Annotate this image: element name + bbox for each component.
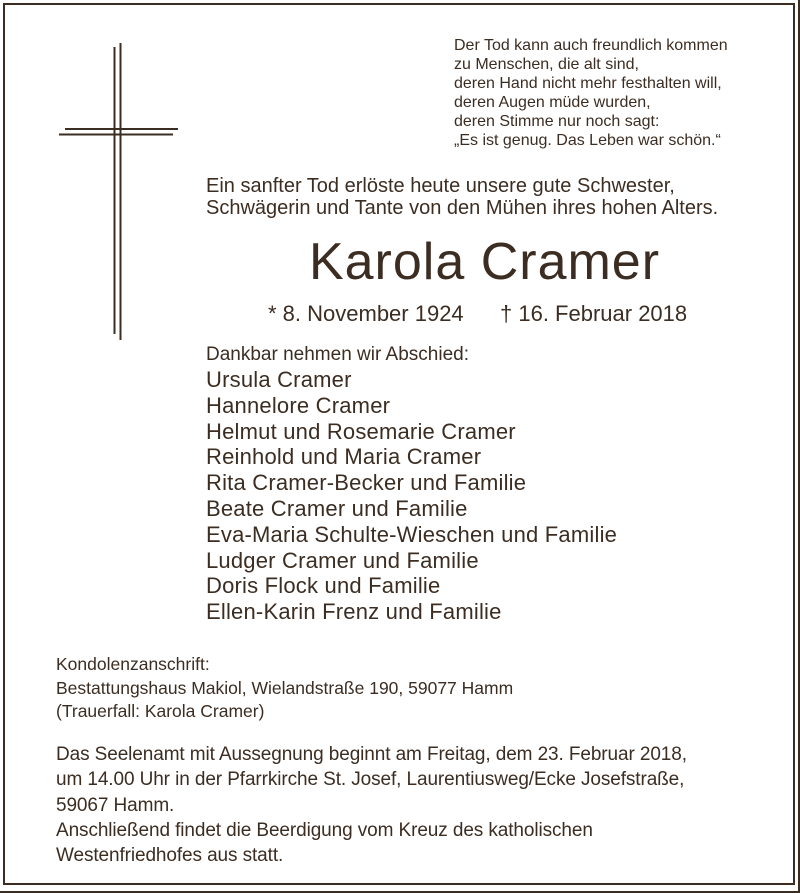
condolence-address — [56, 653, 513, 724]
mourner-name: Doris Flock und Familie — [206, 573, 441, 599]
mourner-name: Helmut und Rosemarie Cramer — [206, 418, 516, 444]
birth-date: * 8. November 1924 — [268, 301, 464, 326]
intro-line: Schwägerin und Tante von den Mühen ihres hohen Alters. — [206, 196, 719, 219]
farewell-heading: Dankbar nehmen wir Abschied: — [206, 344, 469, 365]
mourners-list — [206, 367, 617, 625]
service-info — [56, 742, 687, 868]
condolence-line: Kondolenzanschrift: — [56, 654, 210, 674]
mourner-name: Eva-Maria Schulte-Wieschen und Familie — [206, 521, 618, 547]
intro-line: Ein sanfter Tod erlöste heute unsere gute Schwester, — [206, 175, 675, 197]
verse-line: deren Hand nicht mehr festhalten will, — [454, 75, 722, 92]
verse-line: zu Menschen, die alt sind, — [454, 56, 639, 73]
mourner-name: Ursula Cramer — [206, 367, 352, 392]
death-date: † 16. Februar 2018 — [500, 301, 688, 326]
service-line: 59067 Hamm. — [56, 794, 175, 816]
service-line: Anschließend findet die Beerdigung vom Kreuz des katholischen — [56, 819, 593, 841]
verse-line: deren Augen müde wurden, — [454, 94, 651, 111]
service-line: Das Seelenamt mit Aussegnung beginnt am Freitag, dem 23. Februar 2018, — [56, 744, 687, 765]
condolence-line: (Trauerfall: Karola Cramer) — [56, 701, 265, 721]
mourner-name: Rita Cramer-Becker und Familie — [206, 470, 527, 496]
condolence-line: Bestattungshaus Makiol, Wielandstraße 190, 59077 Hamm — [56, 677, 514, 698]
verse-line: deren Stimme nur noch sagt: — [454, 113, 660, 130]
verse-line: „Es ist genug. Das Leben war schön.“ — [454, 132, 721, 149]
verse-line: Der Tod kann auch freundlich kommen — [454, 37, 728, 54]
mourner-name: Ludger Cramer und Familie — [206, 547, 479, 573]
mourner-name: Beate Cramer und Familie — [206, 495, 468, 521]
deceased-name: Karola Cramer — [308, 233, 661, 291]
mourner-name: Ellen-Karin Frenz und Familie — [206, 599, 502, 625]
intro-text — [206, 176, 718, 219]
mourner-name: Reinhold und Maria Cramer — [206, 444, 482, 470]
memorial-verse — [454, 36, 728, 150]
cross-icon — [55, 40, 185, 342]
mourner-name: Hannelore Cramer — [206, 392, 391, 418]
service-line: um 14.00 Uhr in der Pfarrkirche St. Josef, Laurentiusweg/Ecke Josefstraße, — [56, 769, 685, 791]
life-dates — [206, 301, 763, 327]
service-line: Westenfriedhofes aus statt. — [56, 845, 284, 867]
